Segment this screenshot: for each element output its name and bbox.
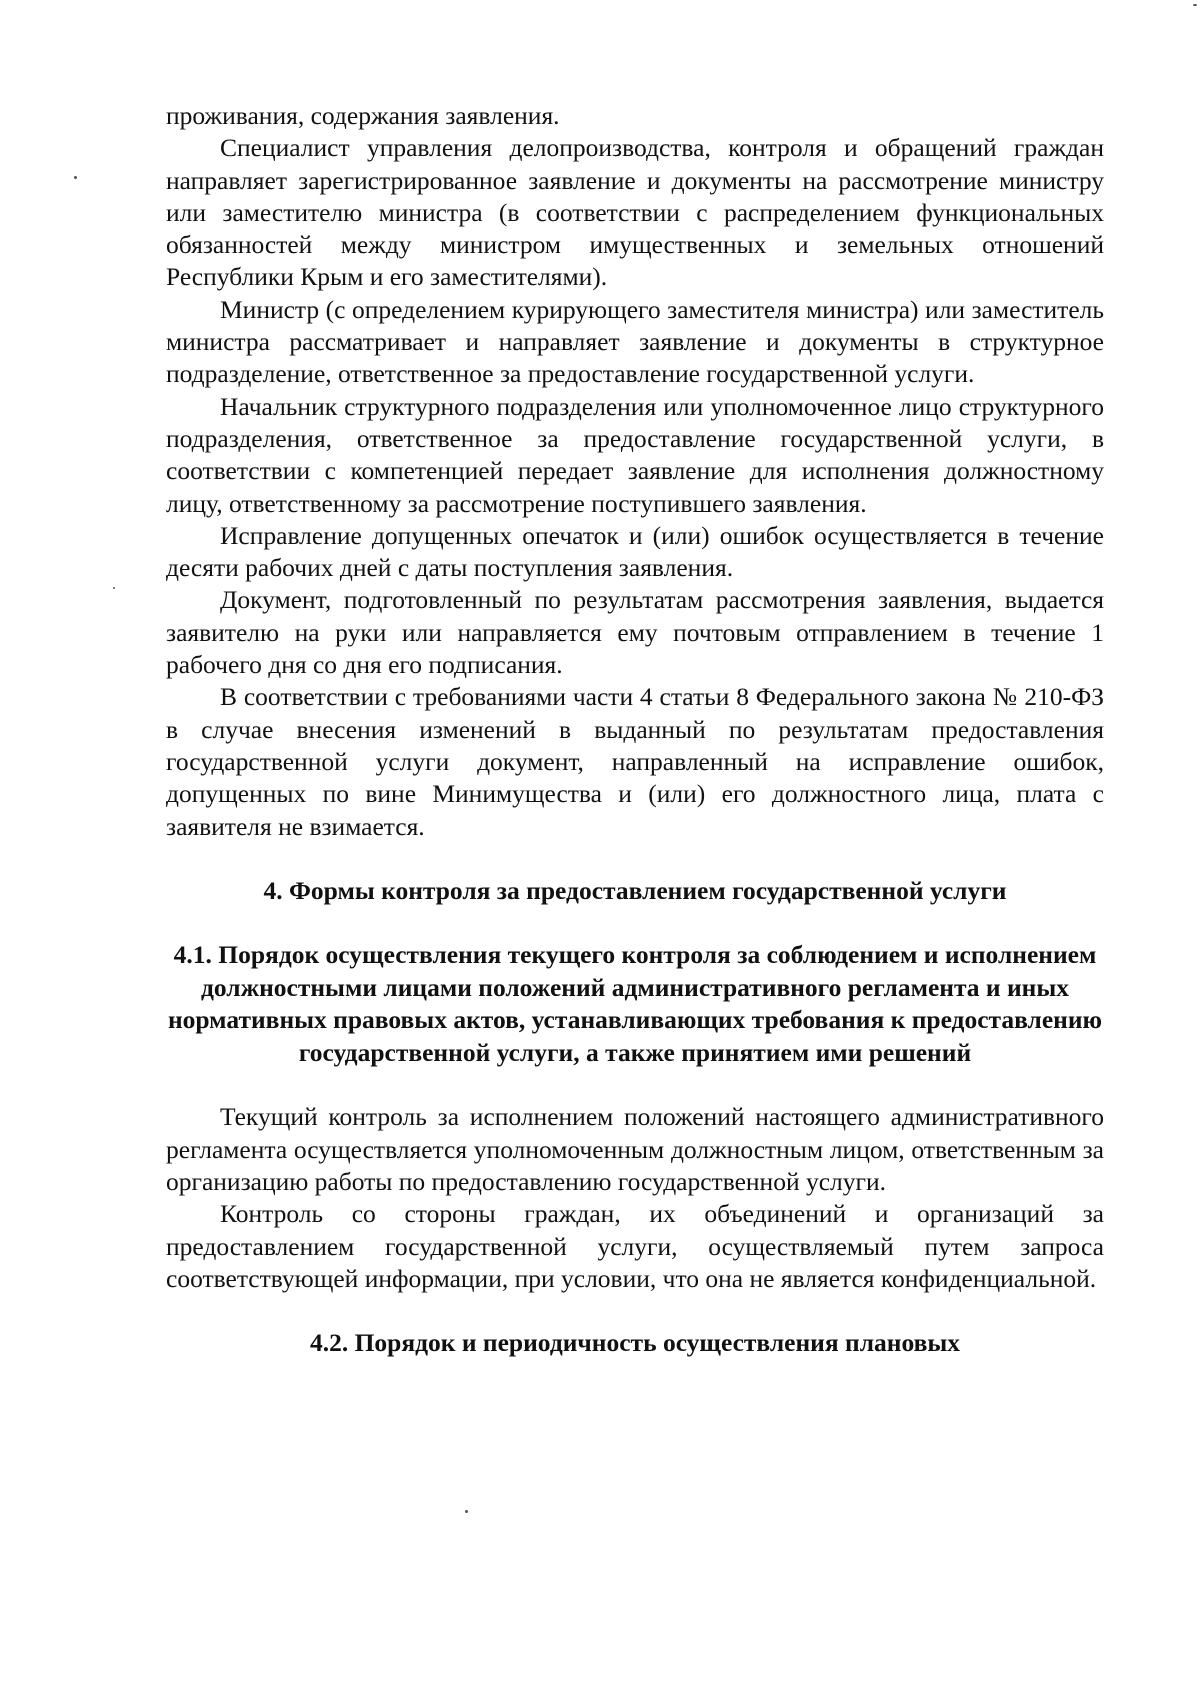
scan-speck bbox=[74, 176, 77, 179]
document-page bbox=[166, 100, 1104, 1360]
subsection-heading-4-2: 4.2. Порядок и периодичность осуществления плановых bbox=[309, 1328, 961, 1358]
scan-speck bbox=[1193, 4, 1197, 6]
paragraph-head-of-unit: Начальник структурного подразделения или уполномоченное лицо структурного подразделения, ответственное за предоставление государственной услуги, в соответствии с компетенцией передает заявление для исполнения должностному лицу, ответственному за рассмотрение поступившего заявления. bbox=[166, 391, 1104, 518]
paragraph-citizen-control: Контроль со стороны граждан, их объединений и организаций за предоставлением государственной услуги, осуществляемый путем запроса соответствующей информации, при условии, что она не является конфиденциальной. bbox=[166, 1199, 1104, 1293]
subsection-heading-4-1: 4.1. Порядок осуществления текущего контроля за соблюдением и исполнением должностными лицами положений административного регламента и иных нормативных правовых актов, устанавливающих требования к предоставлению государственной услуги, а также принятием ими решений bbox=[167, 940, 1103, 1067]
paragraph-correction-term: Исправление допущенных опечаток и (или) ошибок осуществляется в течение десяти рабочих дней с даты поступления заявления. bbox=[166, 520, 1104, 583]
paragraph-current-control: Текущий контроль за исполнением положений настоящего административного регламента осуществляется уполномоченным должностным лицом, ответственным за организацию работы по предоставлению государственной услуги. bbox=[166, 1102, 1104, 1196]
scan-speck bbox=[465, 1510, 468, 1513]
paragraph-fee: В соответствии с требованиями части 4 статьи 8 Федерального закона № 210-ФЗ в случае внесения изменений в выданный по результатам предоставления государственной услуги документ, направленный на исправление ошибок, допущенных по вине Минимущества и (или) его должностного лица, плата с заявителя не взимается. bbox=[166, 682, 1104, 841]
section-heading-4: 4. Формы контроля за предоставлением государственной услуги bbox=[263, 875, 1007, 905]
paragraph-specialist: Специалист управления делопроизводства, контроля и обращений граждан направляет зарегистрированное заявление и документы на рассмотрение министру или заместителю министра (в соответствии с распределением функциональных обязанностей между министром имущественных и земельных отношений Республики Крым и его заместителями). bbox=[166, 133, 1104, 292]
scan-speck bbox=[113, 587, 115, 589]
paragraph-document-issue: Документ, подготовленный по результатам рассмотрения заявления, выдается заявителю на руки или направляется ему почтовым отправлением в течение 1 рабочего дня со дня его подписания. bbox=[166, 585, 1104, 680]
paragraph-minister: Министр (с определением курирующего заместителя министра) или заместитель министра рассматривает и направляет заявление и документы в структурное подразделение, ответственное за предоставление государственной услуги. bbox=[166, 294, 1104, 389]
paragraph-continuation: проживания, содержания заявления. bbox=[166, 101, 560, 130]
